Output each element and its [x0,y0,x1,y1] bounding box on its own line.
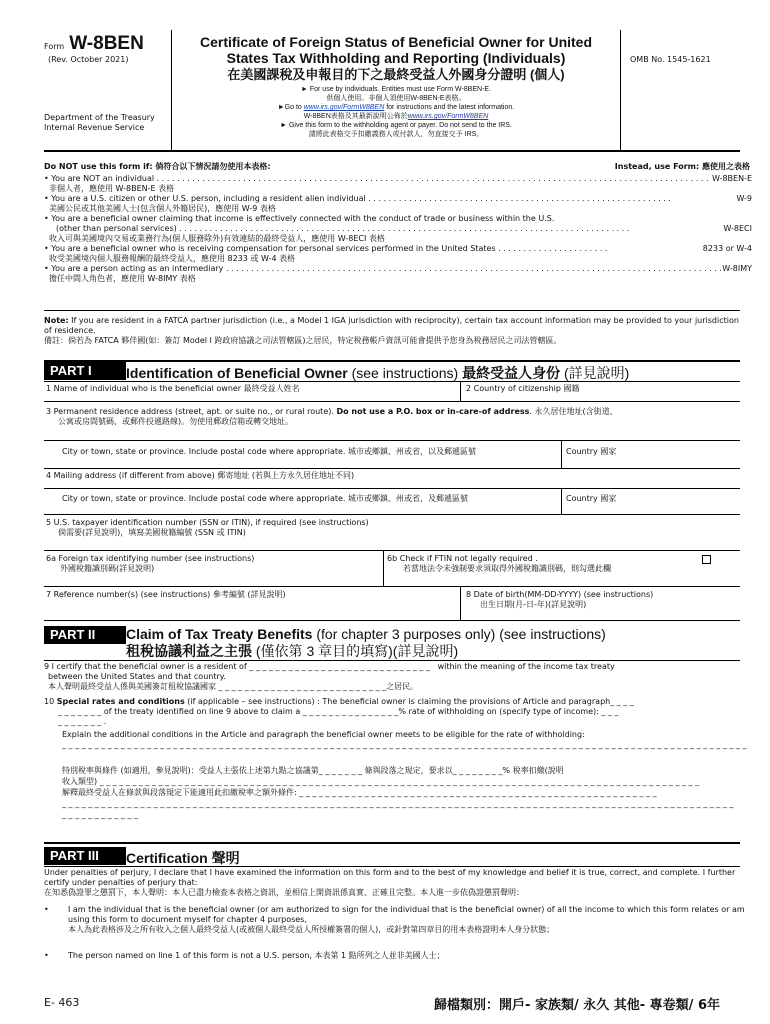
instruction-1: ► For use by individuals. Entities must use Form W-8BEN-E. [300,86,492,93]
field-3-city-label: City or town, state or province. Include postal code where appropriate. 城市或鄉鎮、州或省，以及郵遞區號 [62,447,476,456]
department [44,113,169,133]
title-chinese: 在美國課稅及申報目的下之最終受益人外國身分證明 (個人) [227,67,565,82]
form-prefix: Form [44,42,65,51]
title-line1: Certificate of Foreign Status of Beneficial Owner for United [199,34,593,50]
omb-number: OMB No. 1545-1621 [630,55,711,64]
field-4-city-label: City or town, state or province. Include postal code where appropriate. 城市或鄉鎮、州或省，及郵遞區號 [62,494,468,503]
irs-link[interactable]: www.irs.gov/FormW8BEN [303,104,385,111]
do-not-use-heading: Do NOT use this form if: 倘符合以下情況請勿使用本表格: [44,162,271,171]
field-1-name-label: 1 Name of individual who is the beneficial owner 最終受益人姓名 [46,384,300,393]
certification-text: Under penalties of perjury, I declare that I have examined the information on this form and to the best of my knowledge and belief it is true, correct, and complete. I further certify under penalties of perjury that: 在知悉偽證罪之懲罰下，本人聲明：本人已盡力檢查本表格之資訊，並相信上開資訊係真實、正確且完整。本人進一步依偽證懲罰聲明： [44,868,736,897]
certification-bullet-1: • I am the individual that is the beneficial owner (or am authorized to sign for the individual that is the beneficial owner) of all the income to which this form relates or am using this form to document myself for chapter 4 purposes, 本人為此表格涉及之所有收入之個人最終受益人(或被個人最終受益人所授權簽署的個人)，或針對第四章目的用本表格證明本人身分狀態； [44,905,745,934]
list-item: • You are a beneficial owner claiming that income is effectively connected with the conduct of trade or business within the U.S. [44,214,555,223]
field-2-citizenship-label: 2 Country of citizenship 國籍 [466,384,580,393]
form-header-left [44,33,164,65]
part-2-tag: PART II [44,626,126,644]
do-not-use-list: • You are NOT an individual . . . . . . . . . . . . . . . . . . . . . . . . . . . . . . . . . . . . . . . . . . . . . . . . . . . . . . . . . . . . . . . . . . . . . . . . . . . . . . . . . . . . . . . . . . . . . . . . . . . . . . . . . . . . . W-8BEN-E 非個人者，應使用 W-8BEN-E 表格 • You are a U.S. citizen or other U.S. person, including a resident alien individual . . . . . . . . . . . . . . . . . . . . . . . . . . . . . . . . . . . . . . . . . . . . . . . . . . . . . . . . . . . . W-9 美國公民或其他美國人士(包含個人外籍居民)，應使用 W-9 表格 • You are a beneficial owner claiming that income is effectively connected with the conduct of trade or business within the U.S. (other than personal services) . . . . . . . . . . . . . . . . . . . . . . . . . . . . . . . . . . . . . . . . . . . . . . . . . . . . . . . . . . . . . . . . . . . . . . . . . . . . . . . . . . . . . . . . . W-8ECI 收入可與美國境內交易或業務行為(個人服務除外)有效連結的最終受益人，應使用 W-8ECI 表格 • You are a beneficial owner who is receiving compensation for personal services performed in the United States . . . . . . . . . . . . . . . . . . . . . . 8233 or W-4 收受美國境內個人服務報酬的最終受益人，應使用 8233 或 W-4 表格 • You are a person acting as an intermediary . . . . . . . . . . . . . . . . . . . . . . . . . . . . . . . . . . . . . . . . . . . . . . . . . . . . . . . . . . . . . . . . . . . . . . . . . . . . . . . . . . . . . . . . . . . . . . . . . . W-8IMY 擔任中間人角色者，應使用 W-8IMY 表格 [44,174,752,283]
fatca-note: Note: If you are resident in a FATCA partner jurisdiction (i.e., a Model 1 IGA jurisdiction with reciprocity), certain tax account information may be provided to your jurisdiction of residence. 備註：倘若為 FATCA 夥伴國(如：簽訂 Model I 跨政府協議之司法管轄區)之居民，特定稅務帳戶資訊可能會提供予您身為稅務居民之司法管轄區。 [44,316,744,346]
form-name: W-8BEN [69,33,144,54]
form-code: E- 463 [44,996,80,1009]
list-item: • You are a beneficial owner who is receiving compensation for personal services performed in the United States . . . . . . . . . . . . . . . . . . . . . . 8233 or W-4 [44,244,752,253]
field-8-dob-label: 8 Date of birth(MM-DD-YYYY) (see instructions) 出生日期(月-日-年)(詳見說明) [466,590,654,609]
part-1-title: Identification of Beneficial Owner (see instructions) 最終受益人身份 (詳見說明) [126,365,630,381]
fatca-note-zh: 備註：倘若為 FATCA 夥伴國(如：簽訂 Model I 跨政府協議之司法管轄區)之居民，特定稅務帳戶資訊可能會提供予您身為稅務居民之司法管轄區。 [44,336,562,345]
field-4-country-label: Country 國家 [566,494,617,503]
instruction-3: ► Give this form to the withholding agent or payer. Do not send to the IRS. [280,122,512,129]
field-9-treaty: 9 I certify that the beneficial owner is a resident of _ _ _ _ _ _ _ _ _ _ _ _ _ _ _ _ _ _ _ _ _ _ _ _ _ _ _ _ within the meaning of the income tax treaty between the United States and that country. 本人聲明最終受益人係與美國簽訂租稅協議國家 _ _ _ _ _ _ _ _ _ _ _ _ _ _ _ _ _ _ _ _ _ _ _ _ _ _之居民。 [44,662,615,691]
field-7-reference-label: 7 Reference number(s) (see instructions) 參考編號 (詳見說明) [46,590,286,599]
department-line2: Internal Revenue Service [44,123,145,132]
part-2-title: Claim of Tax Treaty Benefits (for chapter 3 purposes only) (see instructions) 租稅協議利益之主張 (僅依第 3 章目的填寫)(詳見說明) [126,626,606,659]
irs-link-zh[interactable]: www.irs.gov/FormW8BEN [407,113,489,120]
list-item: • You are a person acting as an intermediary . . . . . . . . . . . . . . . . . . . . . . . . . . . . . . . . . . . . . . . . . . . . . . . . . . . . . . . . . . . . . . . . . . . . . . . . . . . . . . . . . . . . . . . . . . . . . . . . . . W-8IMY [44,264,752,273]
list-item: • You are a U.S. citizen or other U.S. person, including a resident alien individual . . . . . . . . . . . . . . . . . . . . . . . . . . . . . . . . . . . . . . . . . . . . . . . . . . . . . . . . . . . . W-9 [44,194,752,203]
field-6b-label: 6b Check if FTIN not legally required . 若當地法令未強制要求須取得外國稅籍識別碼，則勾選此欄 [387,554,611,573]
department-line1: Department of the Treasury [44,113,155,122]
field-4-mailing-label: 4 Mailing address (if different from above) 郵寄地址 (若與上方永久居住地址不同) [46,471,355,480]
ftin-not-required-checkbox[interactable] [702,555,711,564]
field-3-country-label: Country 國家 [566,447,617,456]
instruction-2-zh: W-8BEN表格及其最新說明公佈於www.irs.gov/FormW8BEN [303,113,489,120]
instruction-3-zh: 請將此表格交予扣繳義務人或付款人，勿直接交予 IRS。 [308,131,484,138]
field-3-address-label: 3 Permanent residence address (street, apt. or suite no., or rural route). Do not use a P.O. box or in-care-of address. 永久居住地址(含街道、 公寓或房間號碼，或郵件投遞路線)。勿使用郵政信箱或轉交地址。 [46,407,618,426]
archive-category: 歸檔類別：開戶- 家族類/ 永久 其他- 專卷類/ 6年 [434,998,720,1013]
instruction-2: ►Go to www.irs.gov/FormW8BEN for instructions and the latest information. [277,104,515,111]
field-6a-ftin-label: 6a Foreign tax identifying number (see instructions) 外國稅籍識別碼(詳見說明) [46,554,255,573]
instead-use-heading: Instead, use Form: 應使用之表格 [614,162,750,171]
form-title [172,34,620,139]
title-line2: States Tax Withholding and Reporting (Individuals) [226,50,566,66]
list-item: • You are NOT an individual . . . . . . . . . . . . . . . . . . . . . . . . . . . . . . . . . . . . . . . . . . . . . . . . . . . . . . . . . . . . . . . . . . . . . . . . . . . . . . . . . . . . . . . . . . . . . . . . . . . . . . . . . . . . . W-8BEN-E [44,174,752,183]
part-3-title: Certification 聲明 [126,850,240,866]
field-5-tin-label: 5 U.S. taxpayer identification number (SSN or ITIN), if required (see instructions) 倘需要(詳見說明)，填寫美國稅籍編號 (SSN 或 ITIN) [46,518,369,537]
part-3-tag: PART III [44,847,126,865]
field-10-zh: 特別稅率與條件 (如適用，參見說明)：受益人主張依上述第九點之協議第_ _ _ _ _ _ _ 條與段落之規定，要求以_ _ _ _ _ _ _ _% 稅率扣繳(說明 收入類型) _ _ _ _ _ _ _ _ _ _ _ _ _ _ _ _ _ _ _ _ _ _ _ _ _ _ _ _ _ _ _ _ _ _ _ _ _ _ _ _ _ _ _ _ _ _ _ _ _ _ _ _ _ _ _ _ _ _ _ _ _ _ _ _ _ _ _ _ _ _ _ _ _ _ _ _ _ _ _ _ _ _ _ _ _ _ _ _ _ _ _ _ 解釋最終受益人在條款與段落規定下能適用此扣繳稅率之額外條件: _ _ _ _ _ _ _ _ _ _ _ _ _ _ _ _ _ _ _ _ _ _ _ _ _ _ _ _ _ _ _ _ _ _ _ _ _ _ _ _ _ _ _ _ _ _ _ _ _ _ _ _ _ _ _ _ _ _ _ _ _ _ _ _ _ _ _ _ _ _ _ _ _ _ _ _ _ _ _ _ _ _ _ _ _ _ _ _ _ _ _ _ _ _ _ _ _ _ _ _ _ _ _ _ _ _ _ _ _ _ _ _ _ _ _ _ _ _ _ _ _ _ _ _ _ _ _ _ _ _ _ _ _ _ _ _ _ _ _ _ _ _ _ _ _ _ _ _ _ _ _ _ _ _ _ _ _ _ _ _ _ _ _ _ _ _ _ _ _ _ [62,766,734,819]
field-10-explain: Explain the additional conditions in the Article and paragraph the beneficial owner meets to be eligible for the rate of withholding: _ _ _ _ _ _ _ _ _ _ _ _ _ _ _ _ _ _ _ _ _ _ _ _ _ _ _ _ _ _ _ _ _ _ _ _ _ _ _ _ _ _ _ _ _ _ _ _ _ _ _ _ _ _ _ _ _ _ _ _ _ _ _ _ _ _ _ _ _ _ _ _ _ _ _ _ _ _ _ _ _ _ _ _ _ _ _ _ _ _ _ _ _ _ _ _ _ _ _ _ _ _ _ _ _ [62,730,747,749]
instruction-1-zh: 供個人使用。非個人須使用W-8BEN-E表格。 [326,95,466,102]
form-revision: (Rev. October 2021) [48,55,129,64]
field-10-special-rates: 10 Special rates and conditions (if applicable – see instructions) : The beneficial owner is claiming the provisions of Article and paragraph_ _ _ _ _ _ _ _ _ _ _ of the treaty identified on line 9 above to claim a _ _ _ _ _ _ _ _ _ _ _ _ _ _ _% rate of withholding on (specify type of income): _ _ _ _ _ _ _ _ _ _ . [44,697,634,726]
part-1-tag: PART I [44,362,126,380]
certification-bullet-2: • The person named on line 1 of this form is not a U.S. person, 本表第 1 點所列之人並非美國人士； [44,951,445,960]
